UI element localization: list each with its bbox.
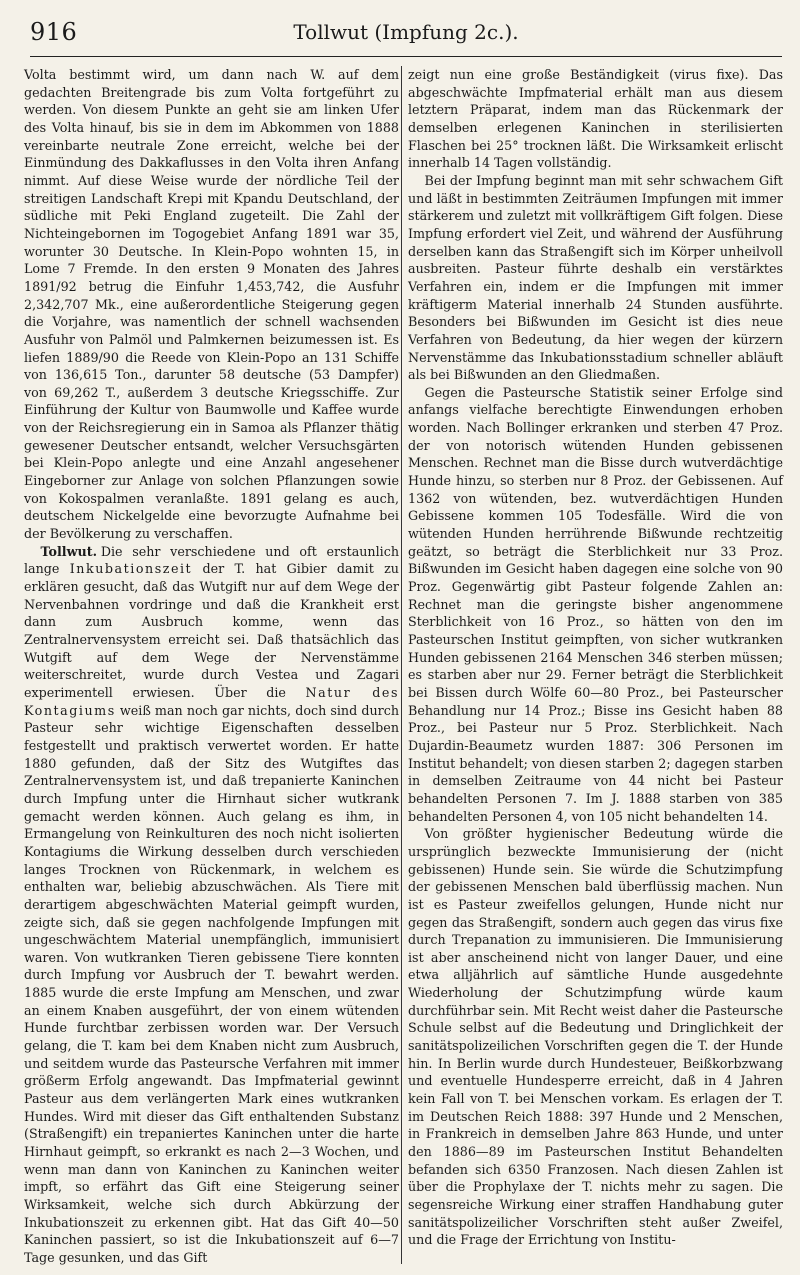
page-header bbox=[30, 14, 782, 50]
spaced-term: Natur des Kontagiums bbox=[24, 684, 399, 718]
text-run: weiß man noch gar nichts, doch sind durch Pasteur sehr wichtige Eigenschaften desselben festgestellt und praktisch verwertet worden. Er hatte 1880 gefunden, daß der Sitz des Wutgiftes das Zentralnervensystem ist, und daß trepanierte Kaninchen durch Impfung unter die Hirnhaut sicher wutkrank gemacht werden können. Auch gelang es ihm, in Ermangelung von Reinkulturen des noch nicht isolierten Kontagiums die Wirkung desselben durch verschieden langes Trocknen von Rückenmark, in welchem es enthalten war, beliebig abzuschwächen. Als Tiere mit derartigem abgeschwächten Material geimpft wurden, zeigte sich, daß sie gegen nachfolgende Impfungen mit ungeschwächtem Material unempfänglich, immunisiert waren. Von wutkranken Tieren gebissene Tiere konnten durch Impfung vor Ausbruch der T. bewahrt werden. 1885 wurde die erste Impfung am Menschen, und zwar an einem Knaben ausgeführt, der von einem wütenden Hunde furchtbar zerbissen worden war. Der Versuch gelang, die T. kam bei dem Knaben nicht zum Ausbruch, und seitdem wurde das Pasteursche Verfahren mit immer größerm Erfolg angewandt. Das Impfmaterial gewinnt Pasteur aus dem verlängerten Mark eines wutkranken Hundes. Wird mit dieser das Gift enthaltenden Substanz (Straßengift) ein trepaniertes Kaninchen unter die harte Hirnhaut geimpft, so erkrankt es nach 2—3 Wochen, und wenn man dann von Kaninchen zu Kaninchen weiter impft, so erfährt das Gift eine Steigerung seiner Wirksamkeit, welche sich durch Abkürzung der Inkubationszeit zu erkennen gibt. Hat das Gift 40—50 Kaninchen passiert, so ist die Inkubationszeit auf 6—7 Tage gesunken, und das Gift bbox=[24, 702, 399, 1265]
tollwut-paragraph bbox=[24, 543, 399, 1267]
spaced-term: Inkubationszeit bbox=[69, 561, 193, 577]
paragraph: Von größter hygienischer Bedeutung würde die ursprünglich bezweckte Immunisierung der (nicht gebissenen) Hunde sein. Sie würde die Schutzimpfung der gebissenen Menschen bald überflüssig machen. Nun ist es Pasteur zweifellos gelungen, Hunde nicht nur gegen das Straßengift, sondern auch gegen das virus fixe durch Trepanation zu immunisieren. Die Immunisierung ist aber anscheinend nicht von langer Dauer, und eine etwa alljährlich auf sämtliche Hunde ausgedehnte Wiederholung der Schutzimpfung würde kaum durchführbar sein. Mit Recht weist daher die Pasteursche Schule selbst auf die Bedeutung und Dringlichkeit der sanitätspolizeilichen Vorschriften gegen die T. der Hunde hin. In Berlin wurde durch Hundesteuer, Beißkorbzwang und eventuelle Hundesperre erreicht, daß in 4 Jahren kein Fall von T. bei Menschen vorkam. Es erlagen der T. im Deutschen Reich 1888: 397 Hunde und 2 Menschen, in Frankreich in demselben Jahre 863 Hunde, und unter den 1886—89 im Pasteurschen Institut Behandelten befanden sich 6350 Franzosen. Nach diesen Zahlen ist über die Prophylaxe der T. nichts mehr zu sagen. Die segensreiche Wirkung einer straffen Handhabung guter sanitätspolizeilicher Vorschriften steht außer Zweifel, und die Frage der Errichtung von Institu- bbox=[408, 826, 783, 1248]
text-run: Die sehr verschiedene und oft erstaunlich lange bbox=[24, 543, 399, 577]
header-rule bbox=[30, 56, 782, 57]
paragraph: Gegen die Pasteursche Statistik seiner Erfolge sind anfangs vielfache berechtigte Einwendungen erhoben worden. Nach Bollinger erkranken und sterben 47 Proz. der von notorisch wütenden Hunden gebissenen Menschen. Rechnet man die Bisse durch wutverdächtige Hunde hinzu, so sterben nur 8 Proz. der Gebissenen. Auf 1362 von wütenden, bez. wutverdächtigen Hunden Gebissene kommen 105 Todesfälle. Wird die von wütenden Hunden herrührende Bißwunde rechtzeitig geätzt, so beträgt die Sterblichkeit nur 33 Proz. Bißwunden im Gesicht haben dagegen eine solche von 90 Proz. Gegenwärtig gibt Pasteur folgende Zahlen an: Rechnet man die geringste bisher angenommene Sterblichkeit von 16 Proz., so hätten von den im Pasteurschen Institut geimpften, von sicher wutkranken Hunden gebissenen 2164 Menschen 346 sterben müssen; es starben aber nur 29. Ferner beträgt die Sterblichkeit bei Bissen durch Wölfe 60—80 Proz., bei Pasteurscher Behandlung nur 14 Proz.; Bisse ins Gesicht haben 88 Proz., bei Pasteur nur 5 Proz. Sterblichkeit. Nach Dujardin-Beaumetz wurden 1887: 306 Personen im Institut behandelt; von diesen starben 2; dagegen starben in demselben Zeitraume von 44 nicht bei Pasteur behandelten Personen 7. Im J. 1888 starben von 385 behandelten Personen 4, von 105 nicht behandelten 14. bbox=[408, 384, 783, 824]
entry-headword: Tollwut. bbox=[40, 543, 98, 559]
running-title: Tollwut (Impfung 2c.). bbox=[293, 20, 519, 44]
left-column bbox=[24, 66, 399, 1267]
column-divider bbox=[401, 66, 402, 1264]
paragraph: zeigt nun eine große Beständigkeit (virus fixe). Das abgeschwächte Impfmaterial erhält man aus diesem letztern Präparat, indem man das Rückenmark der demselben erlegenen Kaninchen in sterilisierten Flaschen bei 25° trocknen läßt. Die Wirksamkeit erlischt innerhalb 14 Tagen vollständig. bbox=[408, 67, 783, 171]
paragraph: Bei der Impfung beginnt man mit sehr schwachem Gift und läßt in bestimmten Zeiträumen Impfungen mit immer stärkerem und zuletzt mit vollkräftigem Gift folgen. Diese Impfung erfordert viel Zeit, und während der Ausführung derselben kann das Straßengift sich im Körper unheilvoll ausbreiten. Pasteur führte deshalb ein verstärktes Verfahren ein, indem er die Impfungen mit immer kräftigerm Material innerhalb 24 Stunden ausführte. Besonders bei Bißwunden im Gesicht ist dies neue Verfahren von Bedeutung, da hier wegen der kürzern Nervenstämme das Inkubationsstadium schneller abläuft als bei Bißwunden an den Gliedmaßen. bbox=[408, 172, 783, 383]
text-run: der T. hat Gibier damit zu erklären gesucht, daß das Wutgift nur auf dem Wege der Nervenbahnen vordringe und daß die Krankheit erst dann zum Ausbruch komme, wenn das Zentralnervensystem erreicht sei. Daß thatsächlich das Wutgift auf dem Wege der Nervenstämme weiterschreitet, wurde durch Vestea und Zagari experimentell erwiesen. Über die bbox=[24, 561, 399, 700]
right-column bbox=[408, 66, 783, 1249]
paragraph: Volta bestimmt wird, um dann nach W. auf dem gedachten Breitengrade bis zum Volta fortgeführt zu werden. Von diesem Punkte an geht sie am linken Ufer des Volta hinauf, bis sie in dem im Abkommen von 1888 vereinbarte neutrale Zone erreicht, welche bei der Einmündung des Dakkaflusses in den Volta ihren Anfang nimmt. Auf diese Weise wurde der nördliche Teil der streitigen Landschaft Krepi mit Kpandu Deutschland, der südliche mit Peki England zugeteilt. Die Zahl der Nichteingebornen im Togogebiet Anfang 1891 war 35, worunter 30 Deutsche. In Klein-Popo wohnten 15, in Lome 7 Fremde. In den ersten 9 Monaten des Jahres 1891/92 betrug die Einfuhr 1,453,742, die Ausfuhr 2,342,707 Mk., eine außerordentliche Steigerung gegen die Vorjahre, was namentlich der schnell wachsenden Ausfuhr von Palmöl und Palmkernen beizumessen ist. Es liefen 1889/90 die Reede von Klein-Popo an 131 Schiffe von 136,615 Ton., darunter 58 deutsche (53 Dampfer) von 69,262 T., außerdem 3 deutsche Kriegsschiffe. Zur Einführung der Kultur von Baumwolle und Kaffee wurde von der Reichsregierung ein in Samoa als Pflanzer thätig gewesener Deutscher entsandt, welcher Versuchsgärten bei Klein-Popo anlegte und eine Anzahl angesehener Eingeborner zur Anlage von solchen Pflanzungen sowie von Kokospalmen veranlaßte. 1891 gelang es auch, deutschem Nickelgelde eine bevorzugte Aufnahme bei der Bevölkerung zu verschaffen. bbox=[24, 67, 399, 542]
page-number: 916 bbox=[30, 18, 78, 46]
